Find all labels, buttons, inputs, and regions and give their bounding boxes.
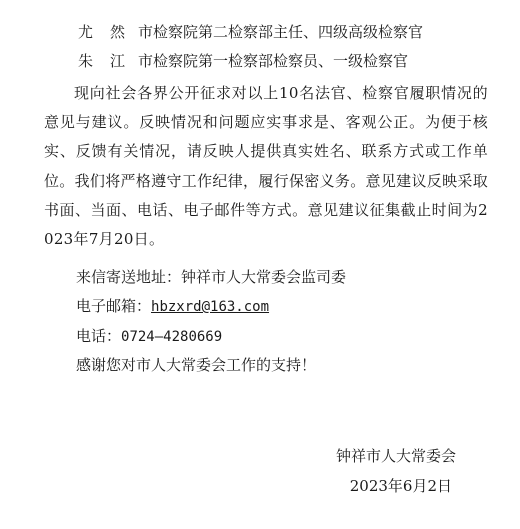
email-line <box>76 296 269 316</box>
phone-label: 电话： <box>76 327 122 345</box>
address-label: 来信寄送地址： <box>76 268 182 286</box>
person-entry-2 <box>78 51 408 71</box>
email-label: 电子邮箱： <box>76 297 152 315</box>
phone-value: 0724—4280669 <box>121 329 223 345</box>
email-link[interactable]: hbzxrd@163.com <box>151 299 270 315</box>
person-name: 尤 然 <box>78 23 126 41</box>
body-paragraph: 现向社会各界公开征求对以上10名法官、检察官履职情况的意见与建议。反映情况和问题应实事求是、客观公正。为便于核实、反馈有关情况，请反映人提供真实姓名、联系方式或工作单位。我们将严格遵守工作纪律，履行保密义务。意见建议反映采取书面、当面、电话、电子邮件等方式。意见建议征集截止时间为2023年7月20日。 <box>44 84 488 249</box>
person-title: 市检察院第二检察部主任、四级高级检察官 <box>138 23 424 41</box>
person-name: 朱 江 <box>78 52 126 70</box>
thanks-line: 感谢您对市人大常委会工作的支持！ <box>76 356 317 374</box>
mailing-address <box>76 267 346 287</box>
address-value: 钟祥市人大常委会监司委 <box>181 268 347 286</box>
phone-line <box>76 326 222 346</box>
person-title: 市检察院第一检察部检察员、一级检察官 <box>138 52 409 70</box>
signature-org: 钟祥市人大常委会 <box>335 447 456 465</box>
person-entry-1 <box>78 22 423 42</box>
signature-date: 2023年6月2日 <box>349 477 452 495</box>
